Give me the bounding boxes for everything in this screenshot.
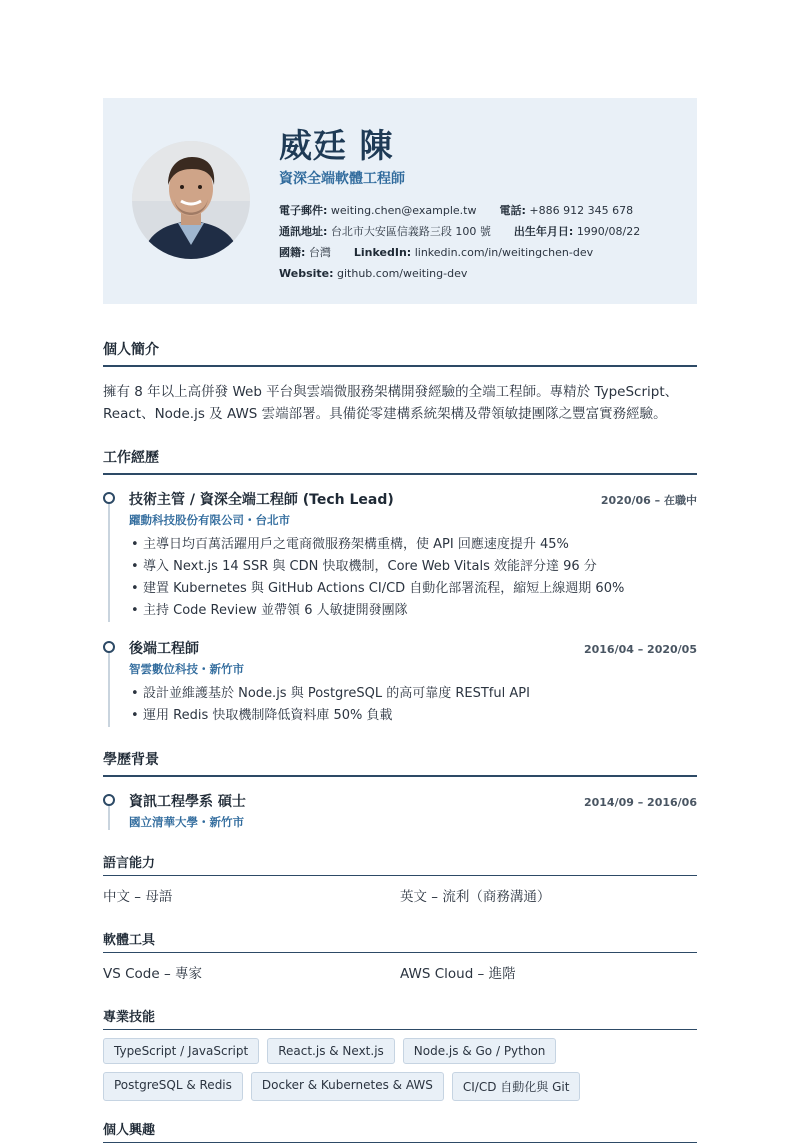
resume-header xyxy=(103,98,697,304)
experience-section xyxy=(103,447,697,727)
contact-info xyxy=(279,200,640,284)
skill-chip: Node.js & Go / Python xyxy=(403,1038,557,1064)
job-bullet: • 主持 Code Review 並帶領 6 人敏捷開發團隊 xyxy=(129,600,697,622)
timeline-dot-icon xyxy=(103,492,115,504)
job-position: 技術主管 / 資深全端工程師 (Tech Lead) xyxy=(129,492,394,508)
job-entry xyxy=(103,489,697,622)
job-date: 2020/06 – 在職中 xyxy=(600,494,697,507)
job-bullet: • 主導日均百萬活躍用戶之電商微服務架構重構，使 API 回應速度提升 45% xyxy=(129,534,697,556)
birth-label: 出生年月日: xyxy=(513,225,574,238)
education-school: 國立清華大學・新竹市 xyxy=(129,815,244,829)
email-value[interactable]: weiting.chen@example.tw xyxy=(330,204,477,217)
job-bullet: • 運用 Redis 快取機制降低資料庫 50% 負載 xyxy=(129,705,697,727)
phone-label: 電話: xyxy=(499,204,526,217)
skills-section xyxy=(103,1006,697,1101)
summary-section xyxy=(103,339,697,425)
language-item: 英文 – 流利（商務溝通） xyxy=(400,889,551,905)
languages-section xyxy=(103,852,697,905)
summary-heading: 個人簡介 xyxy=(103,339,697,367)
email-label: 電子郵件: xyxy=(279,204,328,217)
job-bullets xyxy=(129,534,697,622)
job-title: 資深全端軟體工程師 xyxy=(279,171,405,187)
experience-heading: 工作經歷 xyxy=(103,447,697,475)
candidate-name: 威廷 陳 xyxy=(279,126,394,165)
skills-heading: 專業技能 xyxy=(103,1006,697,1030)
job-date: 2016/04 – 2020/05 xyxy=(583,643,697,656)
summary-line: React、Node.js 及 AWS 雲端部署。具備從零建構系統架構及帶領敏捷團隊之豐富實務經驗。 xyxy=(103,406,667,422)
job-bullet: • 導入 Next.js 14 SSR 與 CDN 快取機制，Core Web Vitals 效能評分達 96 分 xyxy=(129,556,697,578)
tool-item: VS Code – 專家 xyxy=(103,966,202,982)
profile-photo xyxy=(132,141,250,259)
tool-item: AWS Cloud – 進階 xyxy=(400,966,516,982)
education-heading: 學歷背景 xyxy=(103,749,697,777)
nationality-label: 國籍: xyxy=(279,246,306,259)
skill-chip: TypeScript / JavaScript xyxy=(103,1038,259,1064)
website-link[interactable]: github.com/weiting-dev xyxy=(337,267,468,280)
job-position: 後端工程師 xyxy=(129,641,199,657)
address-label: 通訊地址: xyxy=(279,225,328,238)
education-section xyxy=(103,749,697,830)
job-bullet: • 設計並維護基於 Node.js 與 PostgreSQL 的高可靠度 RESTful API xyxy=(129,683,697,705)
timeline-dot-icon xyxy=(103,794,115,806)
nationality-value: 台灣 xyxy=(308,246,331,259)
education-degree: 資訊工程學系 碩士 xyxy=(129,794,246,810)
experience-timeline xyxy=(103,489,697,727)
job-company: 躍動科技股份有限公司・台北市 xyxy=(129,513,290,527)
birth-value: 1990/08/22 xyxy=(576,225,641,238)
languages-heading: 語言能力 xyxy=(103,852,697,876)
tools-heading: 軟體工具 xyxy=(103,929,697,953)
linkedin-label: LinkedIn: xyxy=(353,246,412,259)
job-bullet: • 建置 Kubernetes 與 GitHub Actions CI/CD 自動化部署流程，縮短上線週期 60% xyxy=(129,578,697,600)
skill-chip: CI/CD 自動化與 Git xyxy=(452,1072,581,1101)
job-company: 智雲數位科技・新竹市 xyxy=(129,662,244,676)
website-label: Website: xyxy=(279,267,334,280)
linkedin-link[interactable]: linkedin.com/in/weitingchen-dev xyxy=(414,246,594,259)
summary-line: 擁有 8 年以上高併發 Web 平台與雲端微服務架構開發經驗的全端工程師。專精於 TypeScript、 xyxy=(103,384,679,400)
tools-section xyxy=(103,929,697,982)
skill-chips xyxy=(103,1038,697,1101)
timeline-dot-icon xyxy=(103,641,115,653)
interests-heading: 個人興趣 xyxy=(103,1119,697,1143)
education-entry xyxy=(103,791,697,830)
address-value: 台北市大安區信義路三段 100 號 xyxy=(330,225,491,238)
skill-chip: Docker & Kubernetes & AWS xyxy=(251,1072,444,1101)
resume-page xyxy=(103,98,697,1143)
summary-text xyxy=(103,381,697,425)
job-bullets xyxy=(129,683,697,727)
interests-section xyxy=(103,1119,697,1143)
job-entry xyxy=(103,638,697,727)
education-date: 2014/09 – 2016/06 xyxy=(583,796,697,809)
skill-chip: React.js & Next.js xyxy=(267,1038,395,1064)
language-item: 中文 – 母語 xyxy=(103,889,173,905)
skill-chip: PostgreSQL & Redis xyxy=(103,1072,243,1101)
phone-value: +886 912 345 678 xyxy=(529,204,634,217)
